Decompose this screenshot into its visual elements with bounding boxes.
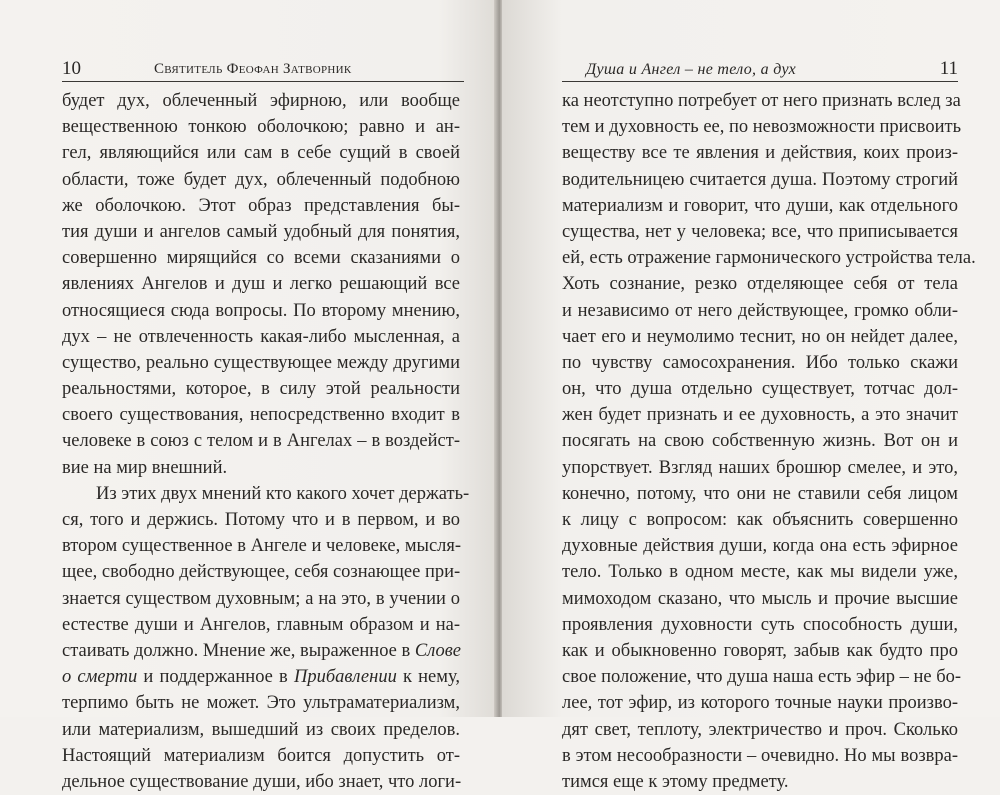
text-line: духовные действия души, когда она есть эфирное bbox=[562, 536, 958, 557]
text-line: относящиеся сюда вопросы. По второму мнению, bbox=[62, 300, 460, 321]
text-line: посягать на свою собственную жизнь. Вот он и bbox=[562, 431, 958, 452]
italic-title-slovo: Слове bbox=[414, 640, 462, 661]
right-page bbox=[502, 0, 1000, 792]
text-line: конечно, потому, что они не ставили себя лицом bbox=[562, 483, 958, 504]
running-title-left: Святитель Феофан Затворник bbox=[154, 61, 352, 77]
text-segment: стаивать должно. Мнение же, выраженное в bbox=[62, 640, 415, 661]
text-line: дельное существование души, ибо знает, что логи- bbox=[62, 771, 462, 792]
text-line: тимся еще к этому предмету. bbox=[562, 771, 789, 792]
text-line: вие на мир внешний. bbox=[62, 457, 228, 478]
text-line: втором существенное в Ангеле и человеке, мысля- bbox=[62, 536, 462, 557]
text-line: человеке в союз с телом и в Ангелах – в воздейст- bbox=[62, 431, 460, 452]
text-line: естестве души и Ангелов, главным образом и на- bbox=[62, 614, 460, 635]
text-line: и независимо от него действующее, громко обли- bbox=[562, 300, 958, 321]
text-line: области, тоже будет дух, облеченный подобною bbox=[62, 169, 460, 190]
text-line: совершенно мирящийся со всеми сказаниями о bbox=[62, 248, 460, 269]
text-line: существо, реально существующее между другими bbox=[62, 352, 460, 373]
text-line: материализм и говорит, что души, как отдельного bbox=[562, 195, 958, 216]
text-line: веществу все те явления и действия, коих произ- bbox=[562, 143, 958, 164]
text-line: вещественною тонкою оболочкою; равно и ан- bbox=[62, 117, 460, 138]
left-page bbox=[0, 0, 498, 792]
text-line: дух – не отвлеченность какая-либо мысленная, а bbox=[62, 326, 460, 347]
text-line: по чувству самосохранения. Ибо только скажи bbox=[562, 352, 958, 373]
text-line: будет дух, облеченный эфирною, или вообще bbox=[62, 91, 460, 111]
text-line: реальностями, которое, в силу этой реальности bbox=[62, 379, 460, 400]
text-line: или материализм, вышедший из своих пределов. bbox=[62, 719, 460, 740]
running-title-right: Душа и Ангел – не тело, а дух bbox=[586, 61, 797, 78]
text-line: гел, являющийся или сам в себе сущий в своей bbox=[62, 143, 460, 164]
page-number-right: 11 bbox=[939, 58, 958, 79]
text-line: ся, того и держись. Потому что и в первом, и во bbox=[62, 510, 460, 530]
text-line: к лицу с вопросом: как объяснить совершенно bbox=[562, 510, 958, 530]
text-line: проявления духовности суть способность души, bbox=[562, 614, 958, 635]
text-line: он, что душа отдельно существует, тотчас дол- bbox=[562, 379, 958, 400]
text-line: щее, свободно действующее, себя сознающее при- bbox=[62, 562, 461, 583]
text-line: знается существом духовным; а на это, в учении о bbox=[62, 588, 460, 609]
text-line: ей, есть отражение гармонического устройства тела. bbox=[562, 248, 976, 269]
text-line bbox=[62, 664, 460, 690]
text-line: упорствует. Взгляд наших брошюр смелее, и это, bbox=[562, 457, 958, 478]
text-line: своего существования, непосредственно входит в bbox=[62, 405, 460, 426]
text-line: водительницею считается душа. Поэтому строгий bbox=[562, 169, 958, 190]
text-line: тело. Только в одном месте, как мы видели уже, bbox=[562, 562, 958, 583]
text-line: ка неотступно потребует от него признать вслед за bbox=[562, 91, 961, 111]
italic-title-o-smerti: о смерти bbox=[62, 667, 138, 688]
text-line: мимоходом сказано, что мысль и прочие высшие bbox=[562, 588, 958, 609]
text-line: в этом несообразности – очевидно. Но мы возвра- bbox=[562, 745, 958, 766]
text-line bbox=[62, 638, 460, 664]
text-line: терпимо быть не может. Это ультраматериализм, bbox=[62, 693, 460, 714]
text-line: существа, нет у человека; все, что приписывается bbox=[562, 221, 958, 242]
text-line: жен будет признать и ее духовность, а это значит bbox=[562, 405, 958, 426]
text-line: тем и духовность ее, по невозможности присвоить bbox=[562, 117, 962, 138]
text-line: Хоть сознание, резко отделяющее себя от тела bbox=[562, 274, 958, 295]
text-segment: к нему, bbox=[396, 667, 460, 688]
text-segment: и поддержанное в bbox=[137, 667, 294, 688]
text-line: свое положение, что душа наша есть эфир – не бо- bbox=[562, 667, 962, 688]
text-line: чает его и неумолимо теснит, но он нейдет далее, bbox=[562, 326, 958, 347]
left-page-text bbox=[62, 88, 470, 795]
text-line: явлениях Ангелов и душ и легко решающий все bbox=[62, 274, 460, 295]
text-line: тия души и ангелов самый удобный для понятия, bbox=[62, 221, 460, 242]
text-line: Из этих двух мнений кто какого хочет держать- bbox=[96, 483, 470, 504]
page-number-left: 10 bbox=[62, 58, 81, 79]
left-page-header bbox=[62, 55, 464, 82]
text-line: дят свет, теплоту, электричество и проч. Сколько bbox=[562, 719, 958, 740]
italic-title-pribavlenii: Прибавлении bbox=[293, 667, 397, 688]
text-line: же оболочкою. Этот образ представления бы- bbox=[62, 195, 460, 216]
right-page-text bbox=[562, 88, 976, 795]
text-line: лее, тот эфир, из которого точные науки произво- bbox=[562, 693, 958, 714]
text-line: как и обыкновенно говорят, забыв как будто про bbox=[562, 640, 958, 661]
right-page-header bbox=[562, 55, 958, 82]
text-line: Настоящий материализм боится допустить от- bbox=[62, 745, 460, 766]
